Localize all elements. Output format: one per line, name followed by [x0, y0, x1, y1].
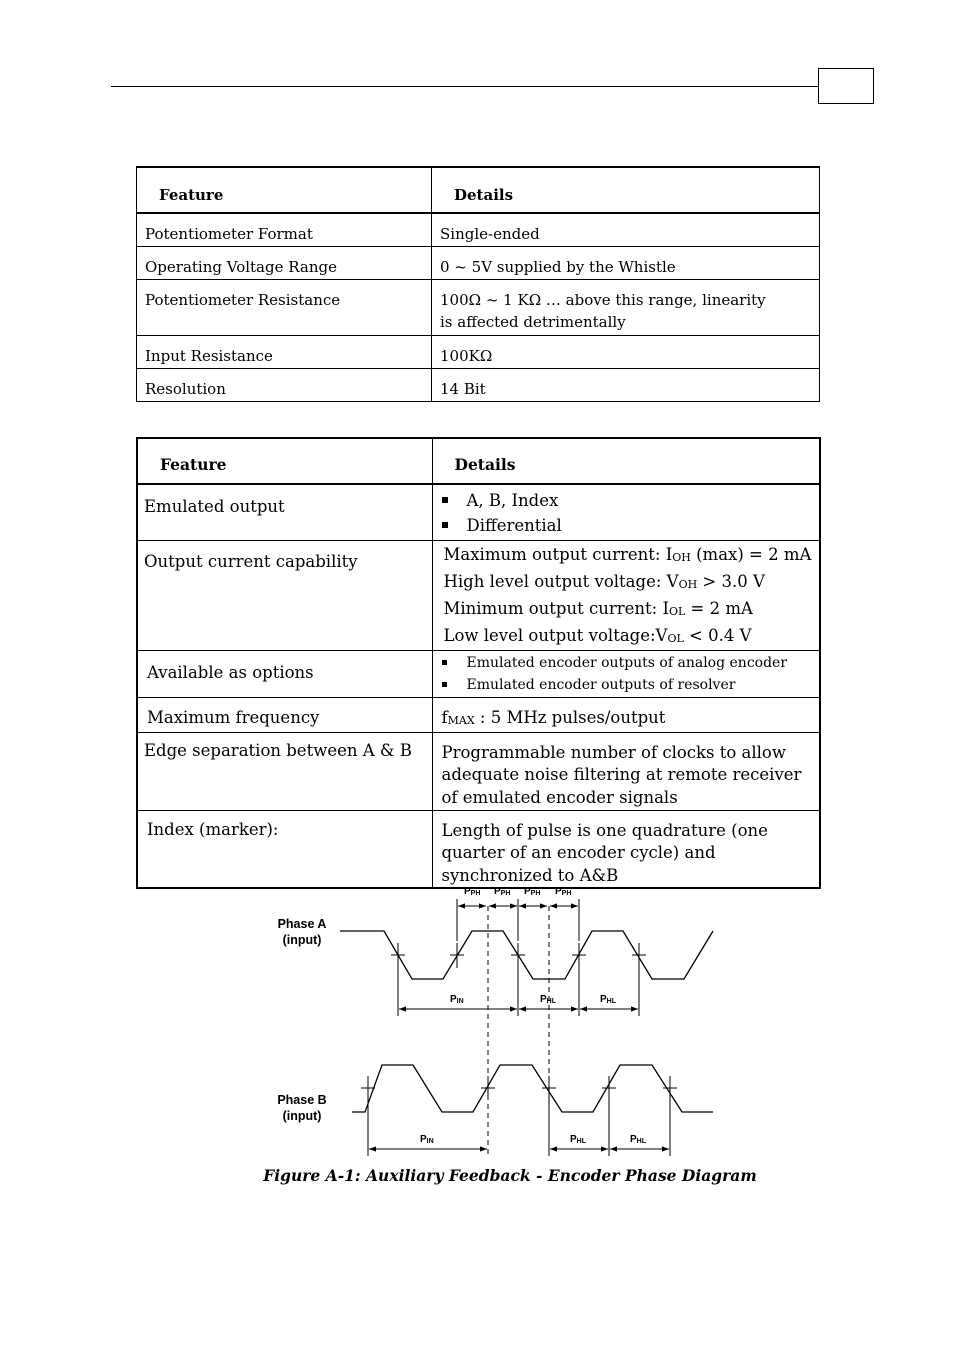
details-cell: $f_{MAX}$ : 5 MHz pulses/output	[432, 697, 820, 732]
list-item: Differential	[439, 513, 814, 538]
phase-a-dimensions	[398, 968, 639, 1016]
phase-a-label: Phase A	[277, 917, 327, 931]
spec-line: Low level output $voltage:V_{OL} < 0.4$ V	[443, 625, 752, 645]
feature-cell: Maximum frequency	[137, 697, 432, 732]
details-cell: Programmable number of clocks to allow adequate noise filtering at remote receiver of emulated encoder signals	[432, 732, 820, 810]
phase-b-sublabel: (input)	[282, 1109, 322, 1123]
feature-cell: Emulated output	[137, 484, 432, 540]
pph-label: PPH	[555, 886, 572, 897]
spec-line: Maximum output current: $I_{OH}$ (max) = 2 mA	[443, 544, 812, 564]
figure-caption: Figure A-1: Auxiliary Feedback - Encoder Phase Diagram	[263, 1166, 757, 1185]
phl-label: PHL	[600, 994, 617, 1005]
details-cell: 100Ω ~ 1 KΩ … above this range, linearity is affected detrimentally	[432, 279, 820, 335]
pin-label: PIN	[450, 994, 464, 1005]
feature-cell: Index (marker):	[137, 810, 432, 888]
phase-b-edge-ticks	[361, 1076, 677, 1100]
pin-label: PIN	[420, 1134, 434, 1145]
header-feature: Feature	[137, 438, 432, 484]
phl-label: PHL	[570, 1134, 587, 1145]
feature-cell: Resolution	[137, 368, 432, 401]
spec-line: High level output voltage: $V_{OH} > 3.0$ V	[443, 571, 765, 591]
feature-cell: Potentiometer Resistance	[137, 279, 432, 335]
list-item: Emulated encoder outputs of resolver	[439, 674, 814, 696]
feature-cell: Potentiometer Format	[137, 213, 432, 246]
phase-b-waveform	[352, 1065, 713, 1112]
list-item: A, B, Index	[439, 488, 814, 513]
feature-cell: Operating Voltage Range	[137, 246, 432, 279]
details-cell: 14 Bit	[432, 368, 820, 401]
list-item: Emulated encoder outputs of analog encoder	[439, 652, 814, 674]
details-cell: Length of pulse is one quadrature (one quarter of an encoder cycle) and synchronized to A&B	[432, 810, 820, 888]
pph-label: PPH	[464, 886, 481, 897]
details-cell: 0 ~ 5V supplied by the Whistle	[432, 246, 820, 279]
pph-dimension	[457, 886, 579, 941]
feature-cell: Available as options	[137, 650, 432, 697]
phase-b-label: Phase B	[277, 1093, 327, 1107]
phase-b-dimensions	[368, 1100, 670, 1156]
feature-cell: Edge separation between A & B	[137, 732, 432, 810]
phl-label: PHL	[540, 994, 557, 1005]
feature-cell: Input Resistance	[137, 335, 432, 368]
pph-label: PPH	[494, 886, 511, 897]
feature-cell: Output current capability	[137, 540, 432, 650]
details-cell: 100KΩ	[432, 335, 820, 368]
spec-line: Minimum output current: $I_{OL} = 2$ mA	[443, 598, 753, 618]
phase-a-edge-ticks	[391, 943, 646, 968]
pph-label: PPH	[524, 886, 541, 897]
header-details: Details	[432, 438, 820, 484]
header-details: Details	[432, 167, 820, 213]
phl-label: PHL	[630, 1134, 647, 1145]
phase-a-sublabel: (input)	[282, 933, 322, 947]
header-feature: Feature	[137, 167, 432, 213]
details-cell: Single-ended	[432, 213, 820, 246]
